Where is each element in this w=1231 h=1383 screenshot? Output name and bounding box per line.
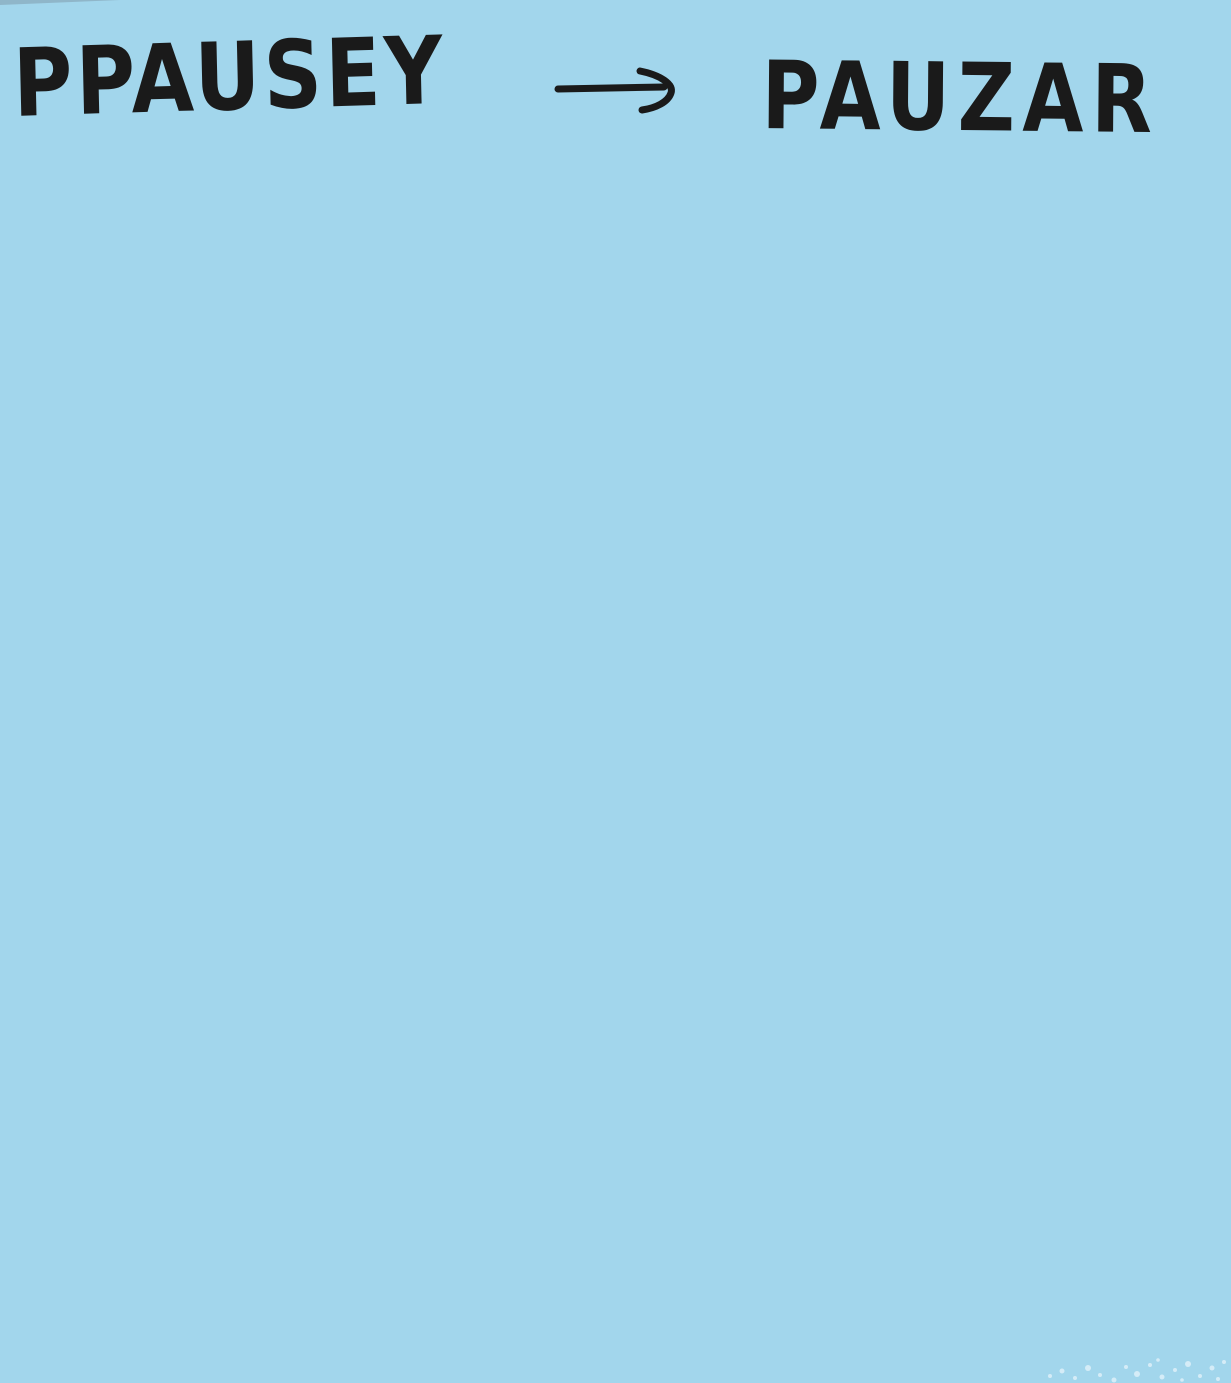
note-top-edge bbox=[0, 0, 1231, 6]
paper-wear-speckle bbox=[1040, 1356, 1231, 1383]
source-word: PPAUSEY bbox=[12, 16, 448, 139]
right-arrow-icon bbox=[552, 66, 678, 116]
target-word: PAUZAR bbox=[761, 42, 1160, 156]
